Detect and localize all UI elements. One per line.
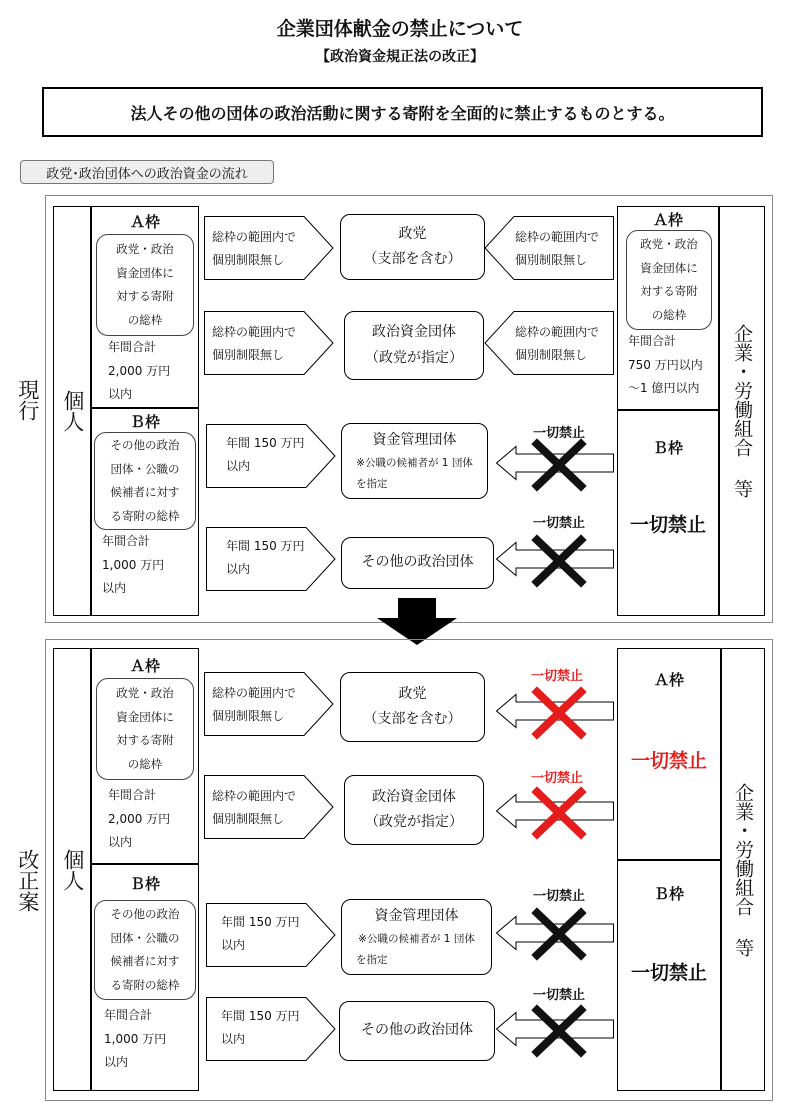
current-right-b-ban: 一切禁止 xyxy=(629,514,706,536)
proposed-left-b-total: 年間合計 1,000 万円 以内 xyxy=(104,1008,167,1070)
current-recipient-fund-org: 政治資金団体 （政党が指定） xyxy=(344,311,484,380)
proposed-individual-column xyxy=(53,648,91,1091)
current-right-a-desc: 政党・政治 資金団体に 対する寄附 の総枠 xyxy=(626,230,712,330)
current-right-a-total: 年間合計 750 万円以内 ～1 億円以内 xyxy=(628,334,703,396)
current-recipient-mgmt-org: 資金管理団体 ※公職の候補者が 1 団体 を指定 xyxy=(341,423,488,499)
proposed-row2-left-arrow-text: 年間 150 万円 以内 xyxy=(221,915,300,952)
current-left-a-desc: 政党・政治 資金団体に 対する寄附 の総枠 xyxy=(96,234,194,336)
proposed-row0-ban-x-icon xyxy=(532,688,586,738)
current-left-b-desc: その他の政治 団体・公職の 候補者に対す る寄附の総枠 xyxy=(94,432,196,530)
current-recipient-other-org: その他の政治団体 xyxy=(341,537,494,589)
section-label-proposed: 改正案 xyxy=(15,848,40,912)
current-recipient-party: 政党 （支部を含む） xyxy=(340,214,485,280)
current-left-b-total: 年間合計 1,000 万円 以内 xyxy=(102,534,165,596)
proposed-row0-left-arrow-text: 総枠の範囲内で 個別制限無し xyxy=(212,686,297,723)
proposed-left-a-frame xyxy=(91,648,199,864)
current-right-b-frame xyxy=(617,410,719,616)
current-row2-ban-label: 一切禁止 xyxy=(532,425,585,441)
proposed-row0-ban-label: 一切禁止 xyxy=(530,668,583,684)
proposed-left-b-frame xyxy=(91,864,199,1091)
current-row2-left-arrow-text: 年間 150 万円 以内 xyxy=(226,436,305,473)
proposed-recipient-fund-org: 政治資金団体 （政党が指定） xyxy=(344,775,484,845)
current-right-a-heading: Ａ枠 xyxy=(652,211,683,229)
current-row0-right-arrow-text: 総枠の範囲内で 個別制限無し xyxy=(515,230,600,267)
current-individual-column xyxy=(53,206,91,616)
page-subtitle: 【政治資金規正法の改正】 xyxy=(316,49,484,65)
proposed-recipient-mgmt-org: 資金管理団体 ※公職の候補者が 1 団体 を指定 xyxy=(341,899,492,975)
proposed-left-b-heading: Ｂ枠 xyxy=(129,875,160,893)
current-left-a-total: 年間合計 2,000 万円 以内 xyxy=(108,340,171,402)
proposed-row3-left-arrow-text: 年間 150 万円 以内 xyxy=(221,1009,300,1046)
proposed-row1-ban-x-icon xyxy=(532,788,586,838)
current-row3-ban-x-icon xyxy=(532,536,586,586)
proposed-recipient-other-org: その他の政治団体 xyxy=(339,1001,495,1061)
proposed-row3-ban-x-icon xyxy=(532,1006,586,1056)
current-left-b-frame xyxy=(91,408,199,616)
proposed-row2-ban-label: 一切禁止 xyxy=(532,888,585,904)
proposed-right-b-frame xyxy=(617,860,721,1091)
flow-label: 政党･政治団体への政治資金の流れ xyxy=(20,160,274,184)
current-row3-ban-label: 一切禁止 xyxy=(532,515,585,531)
current-row1-right-arrow-text: 総枠の範囲内で 個別制限無し xyxy=(515,325,600,362)
proposed-left-a-desc: 政党・政治 資金団体に 対する寄附 の総枠 xyxy=(96,678,194,780)
current-row1-left-arrow-text: 総枠の範囲内で 個別制限無し xyxy=(212,325,297,362)
proposed-row1-left-arrow-text: 総枠の範囲内で 個別制限無し xyxy=(212,789,297,826)
proposed-corp-label: 企業・労働組合 等 xyxy=(732,782,755,957)
current-left-a-heading: Ａ枠 xyxy=(129,213,160,231)
proposed-right-a-heading: Ａ枠 xyxy=(653,671,684,689)
current-row0-left-arrow-text: 総枠の範囲内で 個別制限無し xyxy=(212,230,297,267)
proposed-left-b-desc: その他の政治 団体・公職の 候補者に対す る寄附の総枠 xyxy=(94,900,196,1000)
current-row2-ban-x-icon xyxy=(532,440,586,490)
proposed-right-a-ban: 一切禁止 xyxy=(630,750,707,772)
proposed-individual-label: 個人 xyxy=(60,848,85,891)
current-left-a-frame xyxy=(91,206,199,408)
current-row3-left-arrow-text: 年間 150 万円 以内 xyxy=(226,539,305,576)
section-label-current: 現行 xyxy=(15,379,40,421)
proposed-corp-column xyxy=(721,648,765,1091)
proposed-row3-ban-label: 一切禁止 xyxy=(532,987,585,1003)
proposed-left-a-heading: Ａ枠 xyxy=(129,657,160,675)
proposed-right-b-ban: 一切禁止 xyxy=(630,962,707,984)
current-corp-label: 企業・労働組合 等 xyxy=(731,324,754,498)
page-title: 企業団体献金の禁止について xyxy=(276,18,524,40)
proposed-right-b-heading: Ｂ枠 xyxy=(653,885,684,903)
proposed-left-a-total: 年間合計 2,000 万円 以内 xyxy=(108,788,171,850)
current-individual-label: 個人 xyxy=(60,390,85,432)
proposed-recipient-party: 政党 （支部を含む） xyxy=(340,672,485,742)
current-right-a-frame xyxy=(617,206,719,410)
current-right-b-heading: Ｂ枠 xyxy=(652,439,683,457)
main-statement: 法人その他の団体の政治活動に関する寄附を全面的に禁止するものとする。 xyxy=(42,87,763,137)
current-corp-column xyxy=(719,206,765,616)
proposed-right-a-frame xyxy=(617,648,721,860)
proposed-row2-ban-x-icon xyxy=(532,909,586,959)
proposed-row1-ban-label: 一切禁止 xyxy=(530,770,583,786)
current-left-b-heading: Ｂ枠 xyxy=(129,413,160,431)
